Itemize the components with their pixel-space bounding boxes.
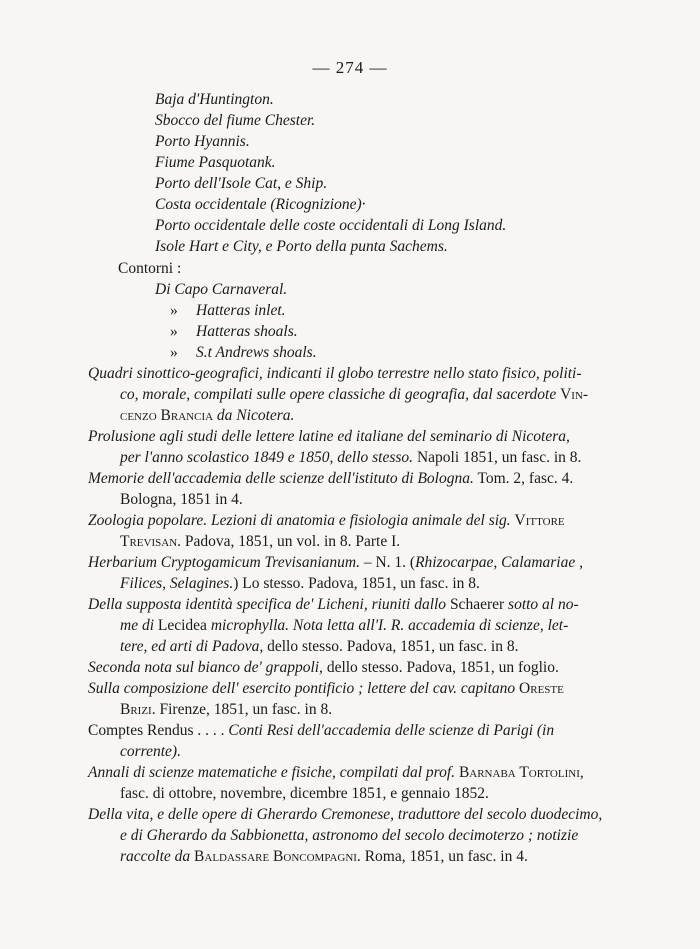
entry-composizione-line2: Brizi. Firenze, 1851, un fasc. in 8.: [120, 701, 333, 718]
entry-quadri-line3: cenzo Brancia da Nicotera.: [120, 407, 295, 424]
entry-vita-line3: raccolte da Baldassare Boncompagni. Roma, 1851, un fasc. in 4.: [120, 848, 528, 865]
contorni-item: Di Capo Carnaveral.: [155, 281, 288, 298]
entry-seconda-line1: Seconda nota sul bianco de' grappoli, dello stesso. Padova, 1851, un foglio.: [88, 659, 559, 676]
list-item: Porto occidentale delle coste occidentali di Long Island.: [155, 217, 507, 234]
entry-supposta-line2: me di Lecidea microphylla. Nota letta all'I. R. accademia di scienze, let-: [120, 617, 569, 634]
entry-memorie-line1: Memorie dell'accademia delle scienze dell'istituto di Bologna. Tom. 2, fasc. 4.: [88, 470, 574, 487]
list-item: Sbocco del fiume Chester.: [155, 112, 316, 129]
entry-vita-line2: e di Gherardo da Sabbionetta, astronomo del secolo decimoterzo ; notizie: [120, 827, 579, 844]
entry-supposta-line3: tere, ed arti di Padova, dello stesso. Padova, 1851, un fasc. in 8.: [120, 638, 519, 655]
author-name: Trevisan.: [120, 533, 182, 550]
entry-herbarium-line1: Herbarium Cryptogamicum Trevisanianum. – N. 1. (Rhizocarpae, Calamariae ,: [88, 554, 583, 571]
contorni-item: » Hatteras shoals.: [170, 323, 298, 340]
entry-quadri-line1: Quadri sinottico-geografici, indicanti il globo terrestre nello stato fisico, politi-: [88, 365, 582, 382]
entry-quadri-line2: co, morale, compilati sulle opere classiche di geografia, dal sacerdote Vin-: [120, 386, 589, 403]
ditto-mark: »: [170, 344, 178, 361]
entry-vita-line1: Della vita, e delle opere di Gherardo Cremonese, traduttore del secolo duodecimo,: [88, 806, 603, 823]
entry-supposta-line1: Della supposta identità specifica de' Licheni, riuniti dallo Schaerer sotto al no-: [88, 596, 579, 613]
contorni-item: » Hatteras inlet.: [170, 302, 286, 319]
entry-annali-line2: fasc. di ottobre, novembre, dicembre 1851, e gennaio 1852.: [120, 785, 489, 802]
author-name: Baldassare Boncompagni.: [194, 848, 361, 865]
list-item: Isole Hart e City, e Porto della punta Sachems.: [155, 238, 448, 255]
author-name: Brizi.: [120, 701, 156, 718]
entry-prolusione-line2: per l'anno scolastico 1849 e 1850, dello stesso. Napoli 1851, un fasc. in 8.: [120, 449, 582, 466]
list-item: Baja d'Huntington.: [155, 91, 274, 108]
entry-prolusione-line1: Prolusione agli studi delle lettere latine ed italiane del seminario di Nicotera,: [88, 428, 570, 445]
contorni-item: » S.t Andrews shoals.: [170, 344, 317, 361]
author-name: cenzo Brancia: [120, 407, 214, 424]
author-name: Barnaba Tortolini,: [458, 764, 584, 781]
author-name: Vin-: [560, 386, 589, 403]
entry-annali-line1: Annali di scienze matematiche e fisiche, compilati dal prof. Barnaba Tortolini,: [88, 764, 584, 781]
entry-herbarium-line2: Filices, Selagines.) Lo stesso. Padova, 1851, un fasc. in 8.: [120, 575, 480, 592]
author-name: Vittore: [514, 512, 565, 529]
entry-zoologia-line1: Zoologia popolare. Lezioni di anatomia e fisiologia animale del sig. Vittore: [88, 512, 565, 529]
author-name: Oreste: [519, 680, 564, 697]
entry-composizione-line1: Sulla composizione dell' esercito pontificio ; lettere del cav. capitano Oreste: [88, 680, 564, 697]
list-item: Fiume Pasquotank.: [155, 154, 276, 171]
entry-zoologia-line2: Trevisan. Padova, 1851, un vol. in 8. Parte I.: [120, 533, 401, 550]
list-item: Porto Hyannis.: [155, 133, 250, 150]
ditto-mark: »: [170, 302, 178, 319]
entry-comptes-line1: Comptes Rendus . . . . Conti Resi dell'accademia delle scienze di Parigi (in: [88, 722, 555, 739]
entry-comptes-line2: corrente).: [120, 743, 181, 760]
list-item: Porto dell'Isole Cat, e Ship.: [155, 175, 328, 192]
page-number: — 274 —: [312, 58, 388, 77]
contorni-heading: Contorni :: [118, 260, 182, 277]
ditto-mark: »: [170, 323, 178, 340]
list-item: Costa occidentale (Ricognizione)·: [155, 196, 366, 213]
entry-memorie-line2: Bologna, 1851 in 4.: [120, 491, 243, 508]
